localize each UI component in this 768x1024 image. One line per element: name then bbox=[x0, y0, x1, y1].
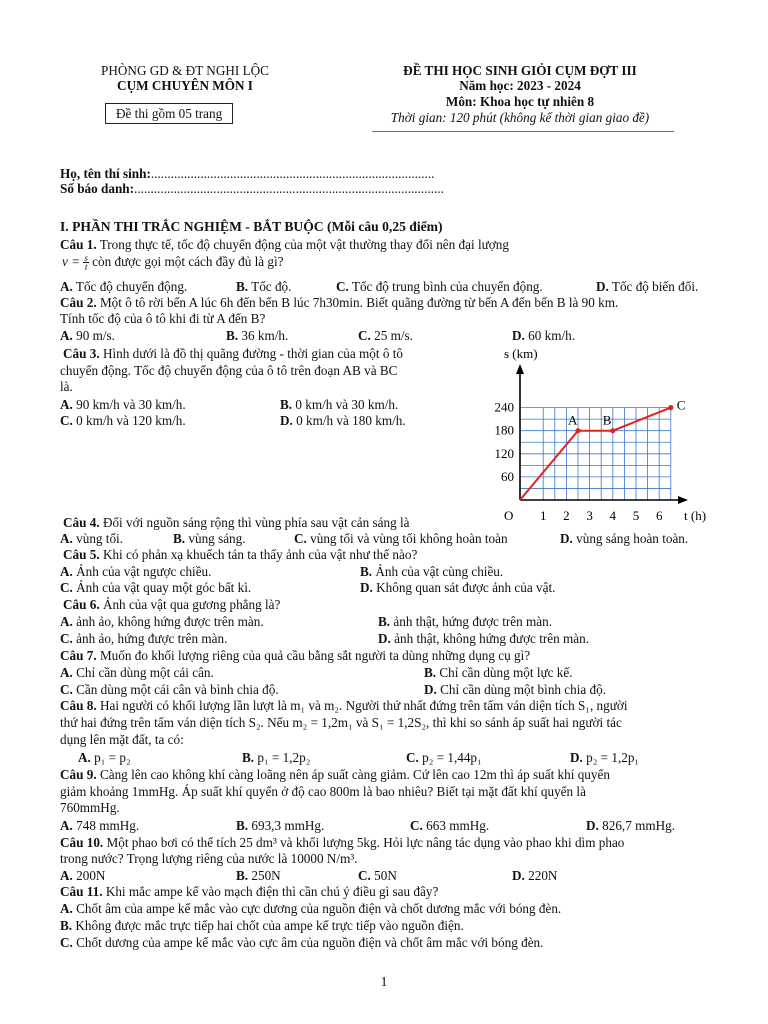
q5-stem bbox=[63, 547, 417, 562]
q3-number: Câu 3. bbox=[63, 346, 100, 361]
exam-title: ĐỀ THI HỌC SINH GIỎI CỤM ĐỢT III bbox=[403, 63, 637, 78]
q7-option-b[interactable] bbox=[424, 665, 573, 680]
option-text: 50N bbox=[374, 868, 397, 883]
q8-option-c[interactable] bbox=[406, 750, 482, 765]
option-letter: C. bbox=[60, 682, 73, 697]
candidate-id-line bbox=[60, 181, 444, 196]
option-letter: B. bbox=[226, 328, 239, 343]
x-tick-label: 3 bbox=[586, 508, 593, 523]
q6-option-d[interactable] bbox=[378, 631, 589, 646]
q7-text: Muốn đo khối lượng riêng của quả cầu bằng sắt người ta dùng những dụng cụ gì? bbox=[99, 648, 531, 663]
point-label: C bbox=[676, 397, 686, 413]
option-letter: D. bbox=[596, 279, 609, 294]
cluster-name: CỤM CHUYÊN MÔN I bbox=[117, 78, 253, 93]
pages-note: Đề thi gồm 05 trang bbox=[116, 106, 223, 121]
option-text: 60 km/h. bbox=[528, 328, 576, 343]
option-text: vùng sáng. bbox=[188, 531, 246, 546]
q3-stem bbox=[63, 346, 403, 361]
y-tick-label: 120 bbox=[494, 445, 514, 461]
option-text: vùng tối và vùng tối không hoàn toàn bbox=[310, 531, 508, 546]
option-letter: B. bbox=[280, 397, 293, 412]
option-text: p₁ = p₂ bbox=[94, 750, 131, 765]
q4-option-b[interactable] bbox=[173, 531, 246, 546]
option-text: Không được mắc trực tiếp hai chốt của ampe kế trực tiếp vào nguồn điện. bbox=[75, 918, 464, 933]
q1-option-d[interactable] bbox=[596, 279, 698, 294]
q6-text: Ảnh của vật qua gương phẳng là? bbox=[102, 597, 281, 612]
option-text: Ảnh của vật ngược chiều. bbox=[76, 564, 212, 579]
q5-option-a[interactable] bbox=[60, 564, 211, 579]
q10-stem bbox=[60, 835, 624, 850]
q1-formula-lhs: v = bbox=[62, 254, 81, 269]
option-text: vùng sáng hoàn toàn. bbox=[576, 531, 689, 546]
option-text: 826,7 mmHg. bbox=[602, 818, 676, 833]
option-letter: C. bbox=[358, 868, 371, 883]
q3-option-b[interactable] bbox=[280, 397, 398, 412]
option-letter: B. bbox=[236, 868, 249, 883]
q11-option-a[interactable] bbox=[60, 901, 561, 916]
q11-stem bbox=[60, 884, 438, 899]
option-letter: A. bbox=[60, 279, 73, 294]
option-letter: B. bbox=[236, 279, 249, 294]
y-tick-label: 240 bbox=[494, 399, 514, 415]
department-name: PHÒNG GD & ĐT NGHI LỘC bbox=[101, 63, 269, 78]
q1-option-c[interactable] bbox=[336, 279, 543, 294]
q1-stem bbox=[60, 237, 509, 252]
q3-option-d[interactable] bbox=[280, 413, 406, 428]
q2-text: Một ô tô rời bến A lúc 6h đến bến B lúc 7h30min. Biết quãng đường từ bến A đến bến B là 90 km. bbox=[99, 295, 619, 310]
candidate-name-dots: ...................................................................................... bbox=[150, 166, 435, 181]
option-text: Chỉ cần dùng một bình chia độ. bbox=[440, 682, 607, 697]
option-letter: B. bbox=[173, 531, 186, 546]
option-text: p₂ = 1,2p₁ bbox=[586, 750, 640, 765]
option-letter: D. bbox=[512, 868, 525, 883]
option-letter: B. bbox=[360, 564, 373, 579]
q3-option-a[interactable] bbox=[60, 397, 186, 412]
subject: Môn: Khoa học tự nhiên 8 bbox=[445, 94, 595, 109]
q6-number: Câu 6. bbox=[63, 597, 100, 612]
option-letter: B. bbox=[60, 918, 73, 933]
candidate-id-label: Số báo danh: bbox=[60, 181, 135, 196]
q9-text: Càng lên cao không khí càng loãng nên áp suất càng giảm. Cứ lên cao 12m thì áp suất khí quyển bbox=[99, 767, 610, 782]
option-letter: C. bbox=[60, 580, 73, 595]
option-text: ảnh thật, không hứng được trên màn. bbox=[394, 631, 589, 646]
option-letter: B. bbox=[236, 818, 249, 833]
q1-text: Trong thực tế, tốc độ chuyển động của một vật thường thay đổi nên đại lượng bbox=[99, 237, 509, 252]
q4-option-a[interactable] bbox=[60, 531, 123, 546]
q7-option-a[interactable] bbox=[60, 665, 214, 680]
option-letter: A. bbox=[60, 531, 73, 546]
option-text: Tốc độ biến đổi. bbox=[611, 279, 699, 294]
option-text: Tốc độ. bbox=[251, 279, 292, 294]
q2-option-b[interactable] bbox=[226, 328, 288, 343]
option-text: 693,3 mmHg. bbox=[251, 818, 325, 833]
data-point bbox=[610, 428, 615, 433]
option-text: Chốt dương của ampe kế mắc vào cực âm của nguồn điện và chốt âm mắc với bóng đèn. bbox=[76, 935, 544, 950]
q2-stem bbox=[60, 295, 618, 310]
q10-option-c[interactable] bbox=[358, 868, 397, 883]
q9-option-b[interactable] bbox=[236, 818, 324, 833]
option-text: Không quan sát được ảnh của vật. bbox=[376, 580, 556, 595]
option-text: Chốt âm của ampe kế mắc vào cực dương của nguồn điện và chốt dương mắc với bóng đèn. bbox=[76, 901, 562, 916]
option-text: Tốc độ trung bình của chuyển động. bbox=[351, 279, 543, 294]
q5-option-b[interactable] bbox=[360, 564, 503, 579]
option-letter: D. bbox=[360, 580, 373, 595]
option-letter: C. bbox=[406, 750, 419, 765]
option-letter: D. bbox=[586, 818, 599, 833]
y-axis-label: s (km) bbox=[504, 346, 538, 361]
q8-text3: dụng lên mặt đất, ta có: bbox=[60, 732, 184, 747]
option-text: 0 km/h và 180 km/h. bbox=[296, 413, 406, 428]
q11-option-b[interactable] bbox=[60, 918, 464, 933]
option-text: 200N bbox=[76, 868, 106, 883]
option-text: Chỉ cần dùng một cái cân. bbox=[76, 665, 214, 680]
candidate-name-line bbox=[60, 166, 434, 181]
q11-option-c[interactable] bbox=[60, 935, 543, 950]
q1-number: Câu 1. bbox=[60, 237, 97, 252]
q1-option-a[interactable] bbox=[60, 279, 187, 294]
q9-option-a[interactable] bbox=[60, 818, 139, 833]
y-axis-arrow-icon bbox=[516, 364, 524, 374]
option-text: Cần dùng một cái cân và bình chia độ. bbox=[76, 682, 279, 697]
q7-number: Câu 7. bbox=[60, 648, 97, 663]
q8-text2: thứ hai đứng trên tấm ván diện tích S₂. Nếu m₂ = 1,2m₁ và S₁ = 1,2S₂, thì khi so sánh áp suất hai người tác bbox=[60, 715, 622, 730]
option-text: 90 km/h và 30 km/h. bbox=[76, 397, 186, 412]
option-text: Ảnh của vật quay một góc bất kì. bbox=[76, 580, 252, 595]
option-letter: D. bbox=[512, 328, 525, 343]
x-tick-label: 2 bbox=[563, 508, 570, 523]
candidate-name-label: Họ, tên thí sinh: bbox=[60, 166, 151, 181]
q1-text2: còn được gọi một cách đầy đủ là gì? bbox=[92, 254, 284, 269]
page-number: 1 bbox=[380, 975, 388, 990]
option-letter: A. bbox=[60, 397, 73, 412]
x-tick-label: 6 bbox=[655, 508, 663, 523]
option-text: Chỉ cần dùng một lực kế. bbox=[439, 665, 573, 680]
option-text: 748 mmHg. bbox=[76, 818, 140, 833]
option-text: Ảnh của vật cùng chiều. bbox=[375, 564, 504, 579]
option-letter: C. bbox=[336, 279, 349, 294]
option-text: 220N bbox=[528, 868, 558, 883]
q6-option-a[interactable] bbox=[60, 614, 264, 629]
q11-text: Khi mắc ampe kế vào mạch điện thì cần chú ý điều gì sau đây? bbox=[105, 884, 439, 899]
option-text: 250N bbox=[251, 868, 281, 883]
q8-text: Hai người có khối lượng lần lượt là m₁ và m₂. Người thứ nhất đứng trên tấm ván diện tích S₁, người bbox=[99, 698, 628, 713]
q1-formula-fraction bbox=[83, 254, 89, 271]
option-text: 36 km/h. bbox=[241, 328, 289, 343]
option-text: vùng tối. bbox=[76, 531, 124, 546]
q4-stem bbox=[63, 515, 410, 530]
section-title: I. PHẦN THI TRẮC NGHIỆM - BẮT BUỘC (Mỗi câu 0,25 điểm) bbox=[60, 219, 443, 234]
x-tick-label: 5 bbox=[632, 508, 640, 523]
header-rule bbox=[372, 131, 674, 132]
option-letter: C. bbox=[294, 531, 307, 546]
q3-text3: là. bbox=[60, 379, 73, 394]
q10-option-d[interactable] bbox=[512, 868, 557, 883]
option-text: 0 km/h và 30 km/h. bbox=[295, 397, 399, 412]
q10-text: Một phao bơi có thể tích 25 dm³ và khối lượng 5kg. Hỏi lực nâng tác dụng vào phao khi dìm phao bbox=[106, 835, 625, 850]
option-letter: A. bbox=[60, 328, 73, 343]
option-letter: B. bbox=[424, 665, 437, 680]
x-tick-label: 4 bbox=[609, 508, 617, 523]
option-text: 663 mmHg. bbox=[426, 818, 490, 833]
option-letter: A. bbox=[60, 665, 73, 680]
q9-text2: giảm khoảng 1mmHg. Áp suất khí quyển ở độ cao 800m là bao nhiêu? Biết tại mặt đất khí quyển là bbox=[60, 784, 586, 799]
y-tick-label: 60 bbox=[501, 468, 514, 484]
q9-text3: 760mmHg. bbox=[60, 800, 120, 815]
q6-option-b[interactable] bbox=[378, 614, 552, 629]
option-letter: A. bbox=[60, 868, 73, 883]
x-axis-label: t (h) bbox=[684, 508, 707, 523]
q10-option-b[interactable] bbox=[236, 868, 281, 883]
q5-number: Câu 5. bbox=[63, 547, 100, 562]
option-letter: A. bbox=[60, 818, 73, 833]
option-letter: C. bbox=[410, 818, 423, 833]
option-text: Tốc độ chuyển động. bbox=[75, 279, 188, 294]
q2-option-a[interactable] bbox=[60, 328, 115, 343]
q4-option-d[interactable] bbox=[560, 531, 688, 546]
option-letter: D. bbox=[560, 531, 573, 546]
option-letter: A. bbox=[60, 901, 73, 916]
point-label: A bbox=[568, 412, 578, 428]
option-text: p₂ = 1,44p₁ bbox=[422, 750, 482, 765]
q8-option-d[interactable] bbox=[570, 750, 639, 765]
q2-option-c[interactable] bbox=[358, 328, 413, 343]
q4-text: Đối với nguồn sáng rộng thì vùng phía sau vật cản sáng là bbox=[102, 515, 410, 530]
q9-stem bbox=[60, 767, 610, 782]
q2-option-d[interactable] bbox=[512, 328, 575, 343]
option-letter: A. bbox=[60, 564, 73, 579]
option-text: 0 km/h và 120 km/h. bbox=[76, 413, 186, 428]
option-text: 25 m/s. bbox=[374, 328, 413, 343]
option-text: ảnh ảo, không hứng được trên màn. bbox=[76, 614, 264, 629]
y-tick-label: 180 bbox=[494, 422, 514, 438]
q8-option-a[interactable] bbox=[78, 750, 131, 765]
q8-option-b[interactable] bbox=[242, 750, 310, 765]
data-point bbox=[575, 428, 580, 433]
x-tick-label: 1 bbox=[539, 508, 547, 523]
q1-formula-line bbox=[62, 254, 284, 271]
q6-option-c[interactable] bbox=[60, 631, 227, 646]
option-text: ảnh thật, hứng được trên màn. bbox=[393, 614, 552, 629]
q10-option-a[interactable] bbox=[60, 868, 105, 883]
q1-formula-den: t bbox=[84, 262, 88, 273]
option-letter: D. bbox=[424, 682, 437, 697]
school-year: Năm học: 2023 - 2024 bbox=[459, 78, 581, 93]
q8-number: Câu 8. bbox=[60, 698, 97, 713]
q9-option-c[interactable] bbox=[410, 818, 489, 833]
q2-text2: Tính tốc độ của ô tô khi đi từ A đến B? bbox=[60, 311, 266, 326]
option-text: ảnh ảo, hứng được trên màn. bbox=[76, 631, 228, 646]
option-letter: B. bbox=[242, 750, 255, 765]
option-letter: D. bbox=[280, 413, 293, 428]
q1-option-b[interactable] bbox=[236, 279, 291, 294]
q2-number: Câu 2. bbox=[60, 295, 97, 310]
option-text: 90 m/s. bbox=[76, 328, 115, 343]
q6-stem bbox=[63, 597, 280, 612]
q7-option-d[interactable] bbox=[424, 682, 606, 697]
origin-label: O bbox=[504, 508, 514, 523]
option-letter: C. bbox=[60, 935, 73, 950]
option-letter: B. bbox=[378, 614, 391, 629]
q3-text: Hình dưới là đồ thị quãng đường - thời gian của một ô tô bbox=[102, 346, 403, 361]
q4-number: Câu 4. bbox=[63, 515, 100, 530]
q5-option-c[interactable] bbox=[60, 580, 251, 595]
q5-text: Khi có phản xạ khuếch tán ta thấy ảnh của vật như thế nào? bbox=[102, 547, 418, 562]
q8-stem bbox=[60, 698, 628, 713]
q4-option-c[interactable] bbox=[294, 531, 508, 546]
distance-time-graph bbox=[486, 342, 718, 532]
candidate-id-dots: .............................................................................................. bbox=[134, 181, 444, 196]
q5-option-d[interactable] bbox=[360, 580, 555, 595]
q10-number: Câu 10. bbox=[60, 835, 104, 850]
q3-option-c[interactable] bbox=[60, 413, 186, 428]
option-letter: C. bbox=[60, 413, 73, 428]
option-letter: C. bbox=[60, 631, 73, 646]
option-letter: A. bbox=[78, 750, 91, 765]
q7-option-c[interactable] bbox=[60, 682, 279, 697]
data-point bbox=[668, 405, 673, 410]
option-letter: D. bbox=[570, 750, 583, 765]
exam-time: Thời gian: 120 phút (không kể thời gian giao đề) bbox=[390, 110, 650, 125]
option-letter: D. bbox=[378, 631, 391, 646]
q10-text2: trong nước? Trọng lượng riêng của nước là 10000 N/m³. bbox=[60, 851, 358, 866]
q1-formula-num: s bbox=[84, 253, 88, 264]
point-label: B bbox=[602, 412, 612, 428]
q9-number: Câu 9. bbox=[60, 767, 97, 782]
q7-stem bbox=[60, 648, 530, 663]
option-letter: C. bbox=[358, 328, 371, 343]
q3-text2: chuyển động. Tốc độ chuyển động của ô tô trên đoạn AB và BC bbox=[60, 363, 398, 378]
q9-option-d[interactable] bbox=[586, 818, 675, 833]
x-axis-arrow-icon bbox=[678, 496, 688, 504]
option-letter: A. bbox=[60, 614, 73, 629]
pages-note-box bbox=[105, 103, 233, 124]
q11-number: Câu 11. bbox=[60, 884, 103, 899]
option-text: p₁ = 1,2p₂ bbox=[257, 750, 311, 765]
